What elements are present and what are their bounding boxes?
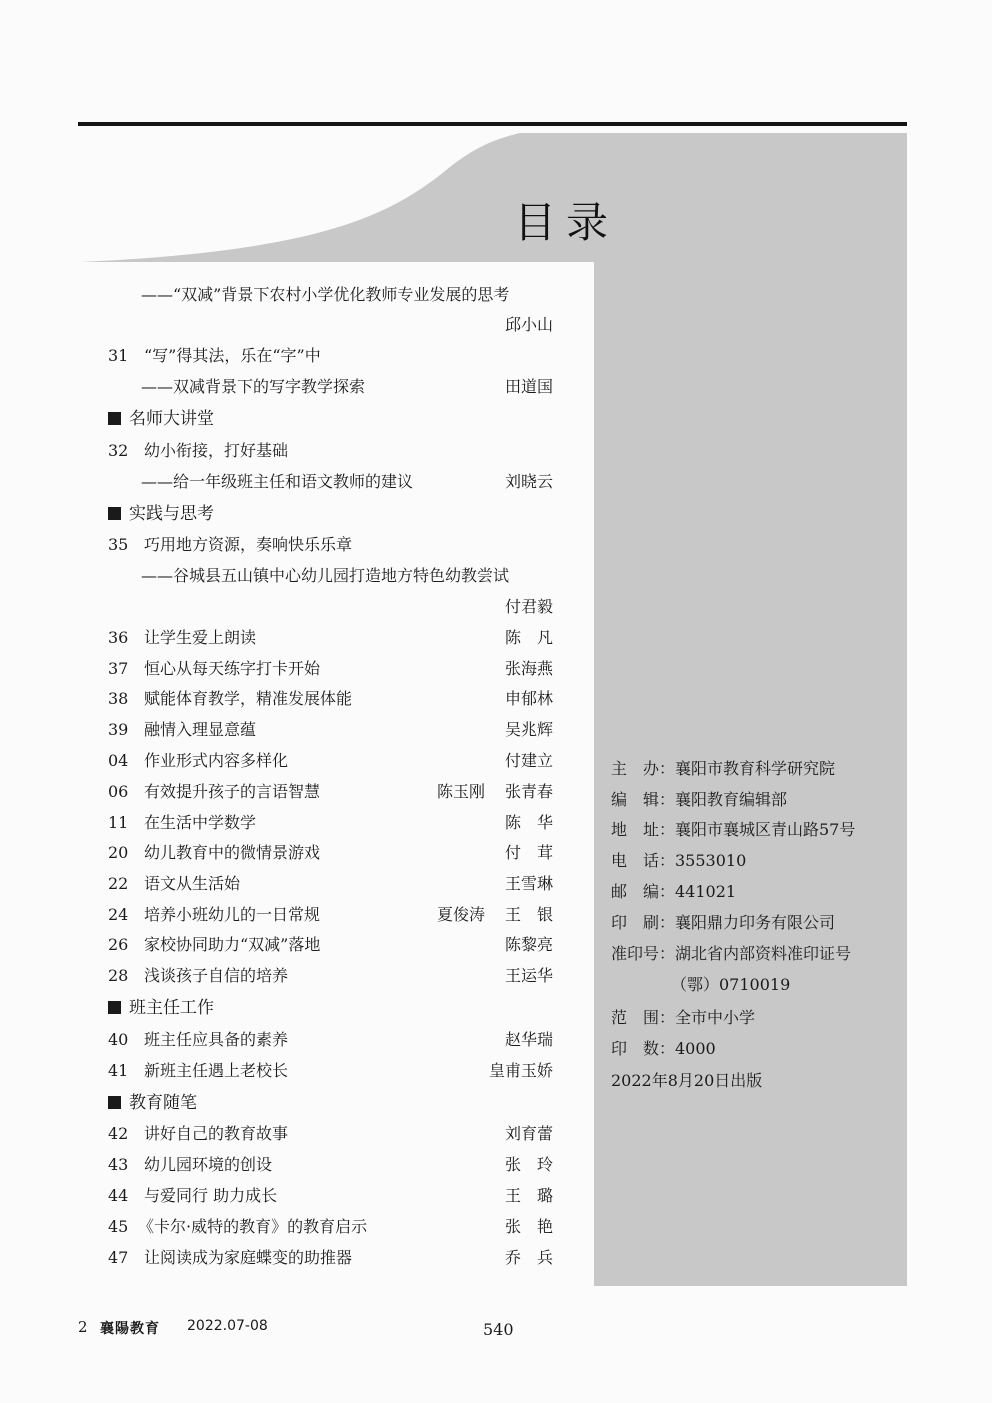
toc-lead-author-row: 邱小山: [504, 315, 553, 334]
square-bullet-icon: [108, 1001, 121, 1014]
info-permit-number: （鄂）0710019: [671, 975, 791, 994]
section-heading: 实践与思考: [108, 502, 214, 526]
toc-entry-sub: ——给一年级班主任和语文教师的建议 刘晓云: [141, 472, 553, 491]
toc-entry[interactable]: 37 恒心从每天练字打卡开始 张海燕: [108, 659, 553, 678]
toc-entry[interactable]: 47 让阅读成为家庭蝶变的助推器 乔 兵: [108, 1248, 553, 1267]
toc-entry[interactable]: 41 新班主任遇上老校长 皇甫玉娇: [108, 1061, 553, 1080]
top-rule: [78, 122, 907, 126]
toc-entry[interactable]: 45 《卡尔·威特的教育》的教育启示 张 艳: [108, 1217, 553, 1236]
info-sponsor: 主 办：襄阳市教育科学研究院: [611, 759, 836, 778]
square-bullet-icon: [108, 412, 121, 425]
toc-lead: ——“双减”背景下农村小学优化教师专业发展的思考: [141, 285, 510, 304]
toc-entry[interactable]: 40 班主任应具备的素养 赵华瑞: [108, 1030, 553, 1049]
info-postcode: 邮 编：441021: [611, 882, 737, 901]
toc-entry-sub: ——谷城县五山镇中心幼儿园打造地方特色幼教尝试: [141, 566, 510, 585]
info-print-run: 印 数：4000: [611, 1039, 716, 1058]
toc-entry[interactable]: 38 赋能体育教学，精准发展体能 申郁林: [108, 689, 553, 708]
toc-entry[interactable]: 20 幼儿教育中的微情景游戏 付 茸: [108, 843, 553, 862]
info-scope: 范 围：全市中小学: [611, 1008, 756, 1027]
square-bullet-icon: [108, 1096, 121, 1109]
toc-entry[interactable]: 22 语文从生活始 王雪琳: [108, 874, 553, 893]
toc-entry[interactable]: 43 幼儿园环境的创设 张 玲: [108, 1155, 553, 1174]
section-heading: 教育随笔: [108, 1091, 197, 1115]
toc-entry[interactable]: 39 融情入理显意蕴 吴兆辉: [108, 720, 553, 739]
info-printer: 印 刷：襄阳鼎力印务有限公司: [611, 913, 836, 932]
center-number: 540: [483, 1320, 514, 1339]
page-number: 2: [78, 1318, 88, 1336]
toc-author-row: 付君毅: [504, 597, 553, 616]
toc-entry[interactable]: 32 幼小衔接，打好基础: [108, 441, 289, 460]
square-bullet-icon: [108, 507, 121, 520]
journal-logo: 襄陽教育: [100, 1321, 160, 1337]
toc-entry[interactable]: 31 “写”得其法，乐在“字”中: [108, 346, 321, 365]
info-editor: 编 辑：襄阳教育编辑部: [611, 790, 788, 809]
page-title: 目录: [514, 198, 619, 247]
info-permit: 准印号：湖北省内部资料准印证号: [611, 944, 852, 963]
toc-entry[interactable]: 06 有效提升孩子的言语智慧 陈玉刚 张青春: [108, 782, 553, 801]
info-phone: 电 话：3553010: [611, 851, 747, 870]
issue-number: 2022.07-08: [187, 1318, 268, 1334]
toc-entry[interactable]: 04 作业形式内容多样化 付建立: [108, 751, 553, 770]
info-address: 地 址：襄阳市襄城区青山路57号: [611, 820, 856, 839]
toc-entry[interactable]: 36 让学生爱上朗读 陈 凡: [108, 628, 553, 647]
info-publish-date: 2022年8月20日出版: [611, 1071, 763, 1090]
toc-entry[interactable]: 11 在生活中学数学 陈 华: [108, 813, 553, 832]
section-heading: 班主任工作: [108, 996, 214, 1020]
section-heading: 名师大讲堂: [108, 407, 214, 431]
toc-entry[interactable]: 28 浅谈孩子自信的培养 王运华: [108, 966, 553, 985]
toc-entry[interactable]: 44 与爱同行 助力成长 王 璐: [108, 1186, 553, 1205]
toc-entry[interactable]: 42 讲好自己的教育故事 刘育蕾: [108, 1124, 553, 1143]
toc-entry[interactable]: 24 培养小班幼儿的一日常规 夏俊涛 王 银: [108, 905, 553, 924]
toc-entry-sub: ——双减背景下的写字教学探索 田道国: [141, 377, 553, 396]
toc-entry[interactable]: 26 家校协同助力“双减”落地 陈黎亮: [108, 935, 553, 954]
toc-entry[interactable]: 35 巧用地方资源，奏响快乐乐章: [108, 535, 353, 554]
